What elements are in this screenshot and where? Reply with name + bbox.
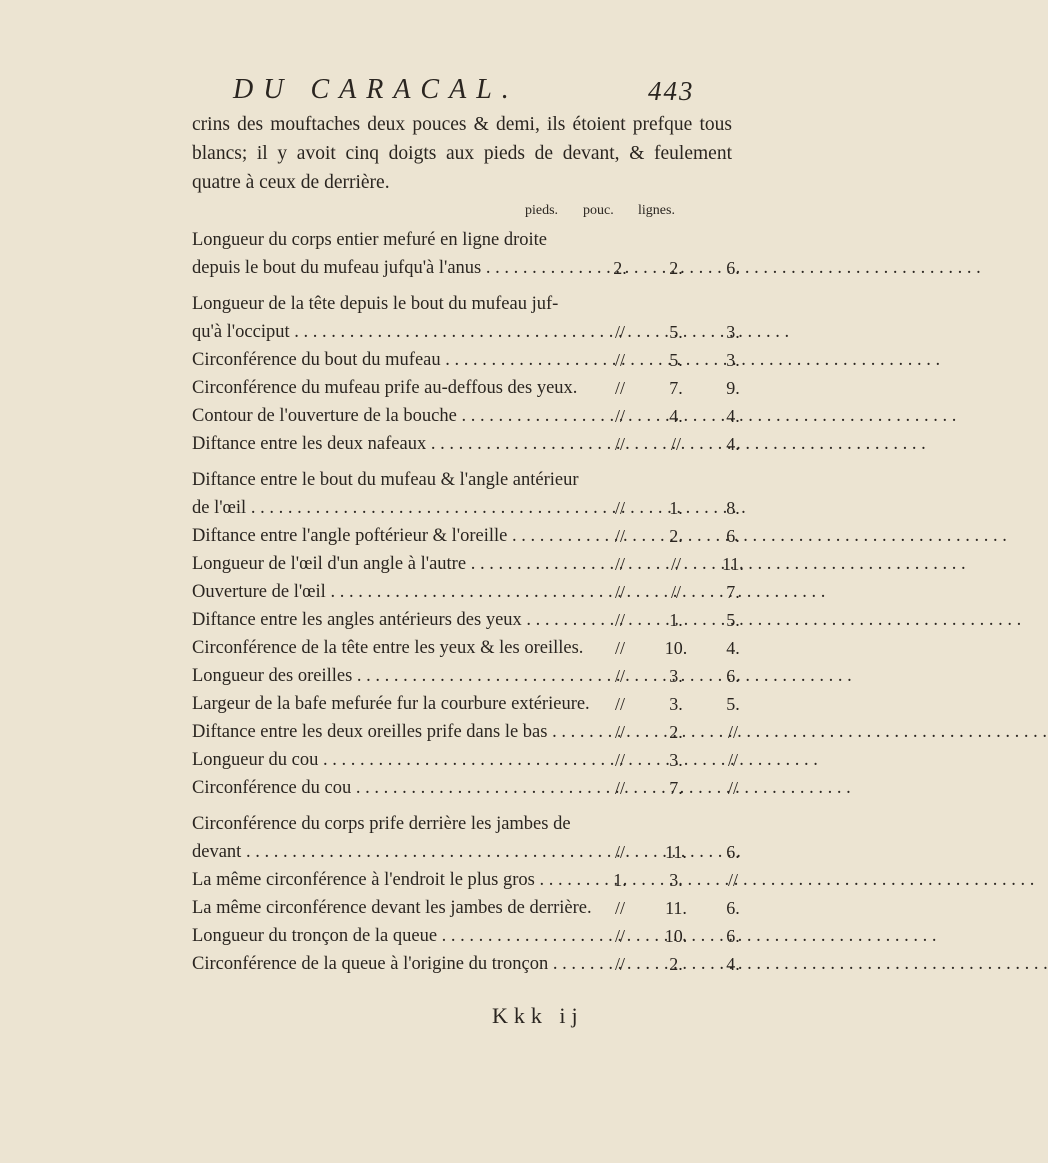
- row-label-line: Longueur de la tête depuis le bout du mufeau juf-: [192, 294, 559, 314]
- lignes-value: //: [727, 870, 738, 890]
- pieds-value: 2.: [613, 258, 627, 278]
- row-values: [592, 318, 762, 346]
- row-values: [592, 866, 762, 894]
- pouces-value: //: [670, 434, 681, 454]
- pieds-value: //: [614, 842, 625, 862]
- row-values: [592, 578, 762, 606]
- row-label: [192, 226, 547, 282]
- pieds-value: //: [614, 378, 625, 398]
- pieds-value: //: [614, 778, 625, 798]
- row-values: [592, 662, 762, 690]
- row-values: [592, 430, 762, 458]
- lignes-value: 4.: [726, 638, 740, 658]
- pouces-value: //: [670, 554, 681, 574]
- row-values: [592, 634, 762, 662]
- table-row: [192, 346, 762, 374]
- row-label-text: Longueur de l'œil d'un angle à l'autre: [192, 554, 467, 574]
- row-label-text: depuis le bout du mufeau jufqu'à l'anus: [192, 258, 482, 278]
- table-row: [192, 578, 762, 606]
- running-title: DU CARACAL.: [233, 74, 519, 105]
- pieds-value: //: [614, 638, 625, 658]
- lignes-value: 4.: [726, 954, 740, 974]
- pouces-value: 10.: [664, 638, 688, 658]
- row-label-text: de l'œil: [192, 498, 247, 518]
- row-label-line: [192, 402, 510, 430]
- pieds-value: //: [614, 926, 625, 946]
- row-values: [592, 838, 762, 866]
- row-values: [592, 346, 762, 374]
- pieds-value: //: [614, 406, 625, 426]
- lignes-value: 11.: [722, 554, 744, 574]
- pouces-value: 1.: [669, 498, 683, 518]
- row-label-text: Circonférence du cou: [192, 778, 352, 798]
- row-label-line: [192, 318, 510, 346]
- row-label-text: Contour de l'ouverture de la bouche: [192, 406, 457, 426]
- row-label-line: [192, 690, 590, 718]
- table-row: [192, 662, 762, 690]
- row-label-line: [192, 254, 510, 282]
- row-label: [192, 606, 522, 634]
- row-label-text: Circonférence de la tête entre les yeux & les oreilles.: [192, 638, 584, 658]
- pieds-value: //: [614, 554, 625, 574]
- intro-paragraph: [192, 110, 732, 197]
- lignes-value: 9.: [726, 378, 740, 398]
- row-values: [592, 690, 762, 718]
- pieds-value: //: [614, 322, 625, 342]
- column-header-lignes: lignes.: [638, 203, 675, 218]
- pieds-value: //: [614, 350, 625, 370]
- pouces-value: 2.: [669, 526, 683, 546]
- row-values: [592, 746, 762, 774]
- pieds-value: //: [614, 898, 625, 918]
- table-row: [192, 894, 762, 922]
- pouces-value: 4.: [669, 406, 683, 426]
- row-label-text: Largeur de la bafe mefurée fur la courbure extérieure.: [192, 694, 590, 714]
- row-label-line: [192, 550, 510, 578]
- pouces-value: 3.: [669, 694, 683, 714]
- table-row: [192, 466, 762, 522]
- row-label: [192, 922, 510, 950]
- pieds-value: //: [614, 582, 625, 602]
- row-label-line: [192, 838, 510, 866]
- table-row: [192, 634, 762, 662]
- lignes-value: 5.: [726, 694, 740, 714]
- lignes-value: 5.: [726, 610, 740, 630]
- row-values: [592, 522, 762, 550]
- lignes-value: 6.: [726, 842, 740, 862]
- pouces-value: 3.: [669, 870, 683, 890]
- row-label: [192, 950, 549, 978]
- lignes-value: //: [727, 750, 738, 770]
- row-label-text: Circonférence de la queue à l'origine du tronçon: [192, 954, 549, 974]
- row-values: [592, 494, 762, 522]
- row-label-text: Diftance entre les deux nafeaux: [192, 434, 427, 454]
- row-label: [192, 346, 510, 374]
- row-label-line: [192, 346, 510, 374]
- row-label-line: [192, 494, 510, 522]
- row-values: [592, 606, 762, 634]
- intro-text: crins des mouftaches deux pouces & demi, ils étoient prefque tous blancs; il y avoit cinq doigts aux pieds de devant, & feulement quatre à ceux de derrière.: [192, 114, 732, 193]
- table-row: [192, 866, 762, 894]
- row-label-text: Circonférence du bout du mufeau: [192, 350, 441, 370]
- row-label-text: Longueur du cou: [192, 750, 319, 770]
- row-label: [192, 430, 510, 458]
- row-label-line: [192, 522, 510, 550]
- row-label-line: [192, 634, 584, 662]
- table-row: [192, 950, 762, 978]
- row-values: [592, 550, 762, 578]
- pouces-value: 7.: [669, 778, 683, 798]
- pouces-value: 2.: [669, 722, 683, 742]
- table-row: [192, 290, 762, 346]
- row-label: [192, 810, 571, 866]
- row-label: [192, 522, 510, 550]
- table-row: [192, 374, 762, 402]
- row-label: [192, 290, 559, 346]
- column-header-pieds: pieds.: [525, 203, 559, 218]
- row-label-text: devant: [192, 842, 242, 862]
- row-label-text: La même circonférence à l'endroit le plus gros: [192, 870, 535, 890]
- lignes-value: 3.: [726, 350, 740, 370]
- pouces-value: 3.: [669, 666, 683, 686]
- table-row: [192, 746, 762, 774]
- table-row: [192, 810, 762, 866]
- lignes-value: //: [727, 722, 738, 742]
- row-label: [192, 866, 535, 894]
- row-label-line: Diftance entre le bout du mufeau & l'angle antérieur: [192, 470, 579, 490]
- lignes-value: 4.: [726, 406, 740, 426]
- pieds-value: 1.: [613, 870, 627, 890]
- row-label-text: Circonférence du mufeau prife au-deffous des yeux.: [192, 378, 578, 398]
- row-label-line: [192, 662, 510, 690]
- lignes-value: 6.: [726, 666, 740, 686]
- row-label: [192, 662, 510, 690]
- row-label-text: La même circonférence devant les jambes de derrière.: [192, 898, 592, 918]
- pouces-value: 5.: [669, 322, 683, 342]
- row-values: [592, 402, 762, 430]
- row-label: [192, 718, 548, 746]
- pouces-value: 10.: [664, 926, 688, 946]
- printer-signature: Kkk ij: [492, 1003, 584, 1028]
- lignes-value: 8.: [726, 498, 740, 518]
- row-label: [192, 894, 592, 922]
- pouces-value: //: [670, 582, 681, 602]
- pouces-value: 3.: [669, 750, 683, 770]
- row-label: [192, 578, 510, 606]
- lignes-value: //: [727, 778, 738, 798]
- row-values: [592, 374, 762, 402]
- table-row: [192, 226, 762, 282]
- lignes-value: 4.: [726, 434, 740, 454]
- row-label-line: [192, 374, 578, 402]
- row-label-line: [192, 950, 549, 978]
- row-values: [592, 718, 762, 746]
- row-label-text: Diftance entre les angles antérieurs des yeux: [192, 610, 522, 630]
- row-label-line: [192, 578, 510, 606]
- row-label-text: Diftance entre l'angle poftérieur & l'oreille: [192, 526, 508, 546]
- table-row: [192, 718, 762, 746]
- row-label-line: Circonférence du corps prife derrière les jambes de: [192, 814, 571, 834]
- pouces-value: 1.: [669, 610, 683, 630]
- table-row: [192, 690, 762, 718]
- lignes-value: 6.: [726, 926, 740, 946]
- pieds-value: //: [614, 722, 625, 742]
- lignes-value: 6.: [726, 898, 740, 918]
- row-label-line: [192, 718, 548, 746]
- row-values: [592, 894, 762, 922]
- row-label-line: [192, 894, 592, 922]
- row-label: [192, 374, 578, 402]
- row-label-line: [192, 866, 535, 894]
- row-label: [192, 634, 584, 662]
- pieds-value: //: [614, 498, 625, 518]
- table-row: [192, 522, 762, 550]
- column-header-pouces: pouc.: [583, 203, 614, 218]
- row-label-text: qu'à l'occiput: [192, 322, 290, 342]
- page-number: 443: [648, 76, 695, 106]
- page-header: [0, 74, 800, 114]
- table-row: [192, 922, 762, 950]
- pieds-value: //: [614, 434, 625, 454]
- row-label-line: [192, 606, 522, 634]
- pouces-value: 2.: [669, 258, 683, 278]
- row-label: [192, 466, 579, 522]
- row-values: [592, 254, 762, 282]
- row-values: [592, 774, 762, 802]
- pouces-value: 5.: [669, 350, 683, 370]
- table-row: [192, 430, 762, 458]
- row-label: [192, 402, 510, 430]
- row-label: [192, 690, 590, 718]
- row-label: [192, 550, 510, 578]
- lignes-value: 7.: [726, 582, 740, 602]
- table-row: [192, 550, 762, 578]
- measurements-table: [192, 226, 762, 978]
- table-row: [192, 402, 762, 430]
- pieds-value: //: [614, 694, 625, 714]
- row-label-text: Longueur des oreilles: [192, 666, 353, 686]
- table-row: [192, 774, 762, 802]
- pouces-value: 2.: [669, 954, 683, 974]
- pieds-value: //: [614, 750, 625, 770]
- pieds-value: //: [614, 610, 625, 630]
- row-values: [592, 950, 762, 978]
- lignes-value: 6.: [726, 526, 740, 546]
- pouces-value: 11.: [665, 898, 687, 918]
- row-label: [192, 774, 510, 802]
- row-label: [192, 746, 510, 774]
- row-values: [592, 922, 762, 950]
- lignes-value: 6.: [726, 258, 740, 278]
- table-row: [192, 606, 762, 634]
- pieds-value: //: [614, 954, 625, 974]
- row-label-text: Diftance entre les deux oreilles prife dans le bas: [192, 722, 548, 742]
- pieds-value: //: [614, 666, 625, 686]
- row-label-line: [192, 430, 510, 458]
- row-label-text: Ouverture de l'œil: [192, 582, 326, 602]
- pouces-value: 11.: [665, 842, 687, 862]
- row-label-line: Longueur du corps entier mefuré en ligne droite: [192, 230, 547, 250]
- row-label-text: Longueur du tronçon de la queue: [192, 926, 438, 946]
- pieds-value: //: [614, 526, 625, 546]
- row-label-line: [192, 746, 510, 774]
- pouces-value: 7.: [669, 378, 683, 398]
- row-label-line: [192, 774, 510, 802]
- row-label-line: [192, 922, 510, 950]
- lignes-value: 3.: [726, 322, 740, 342]
